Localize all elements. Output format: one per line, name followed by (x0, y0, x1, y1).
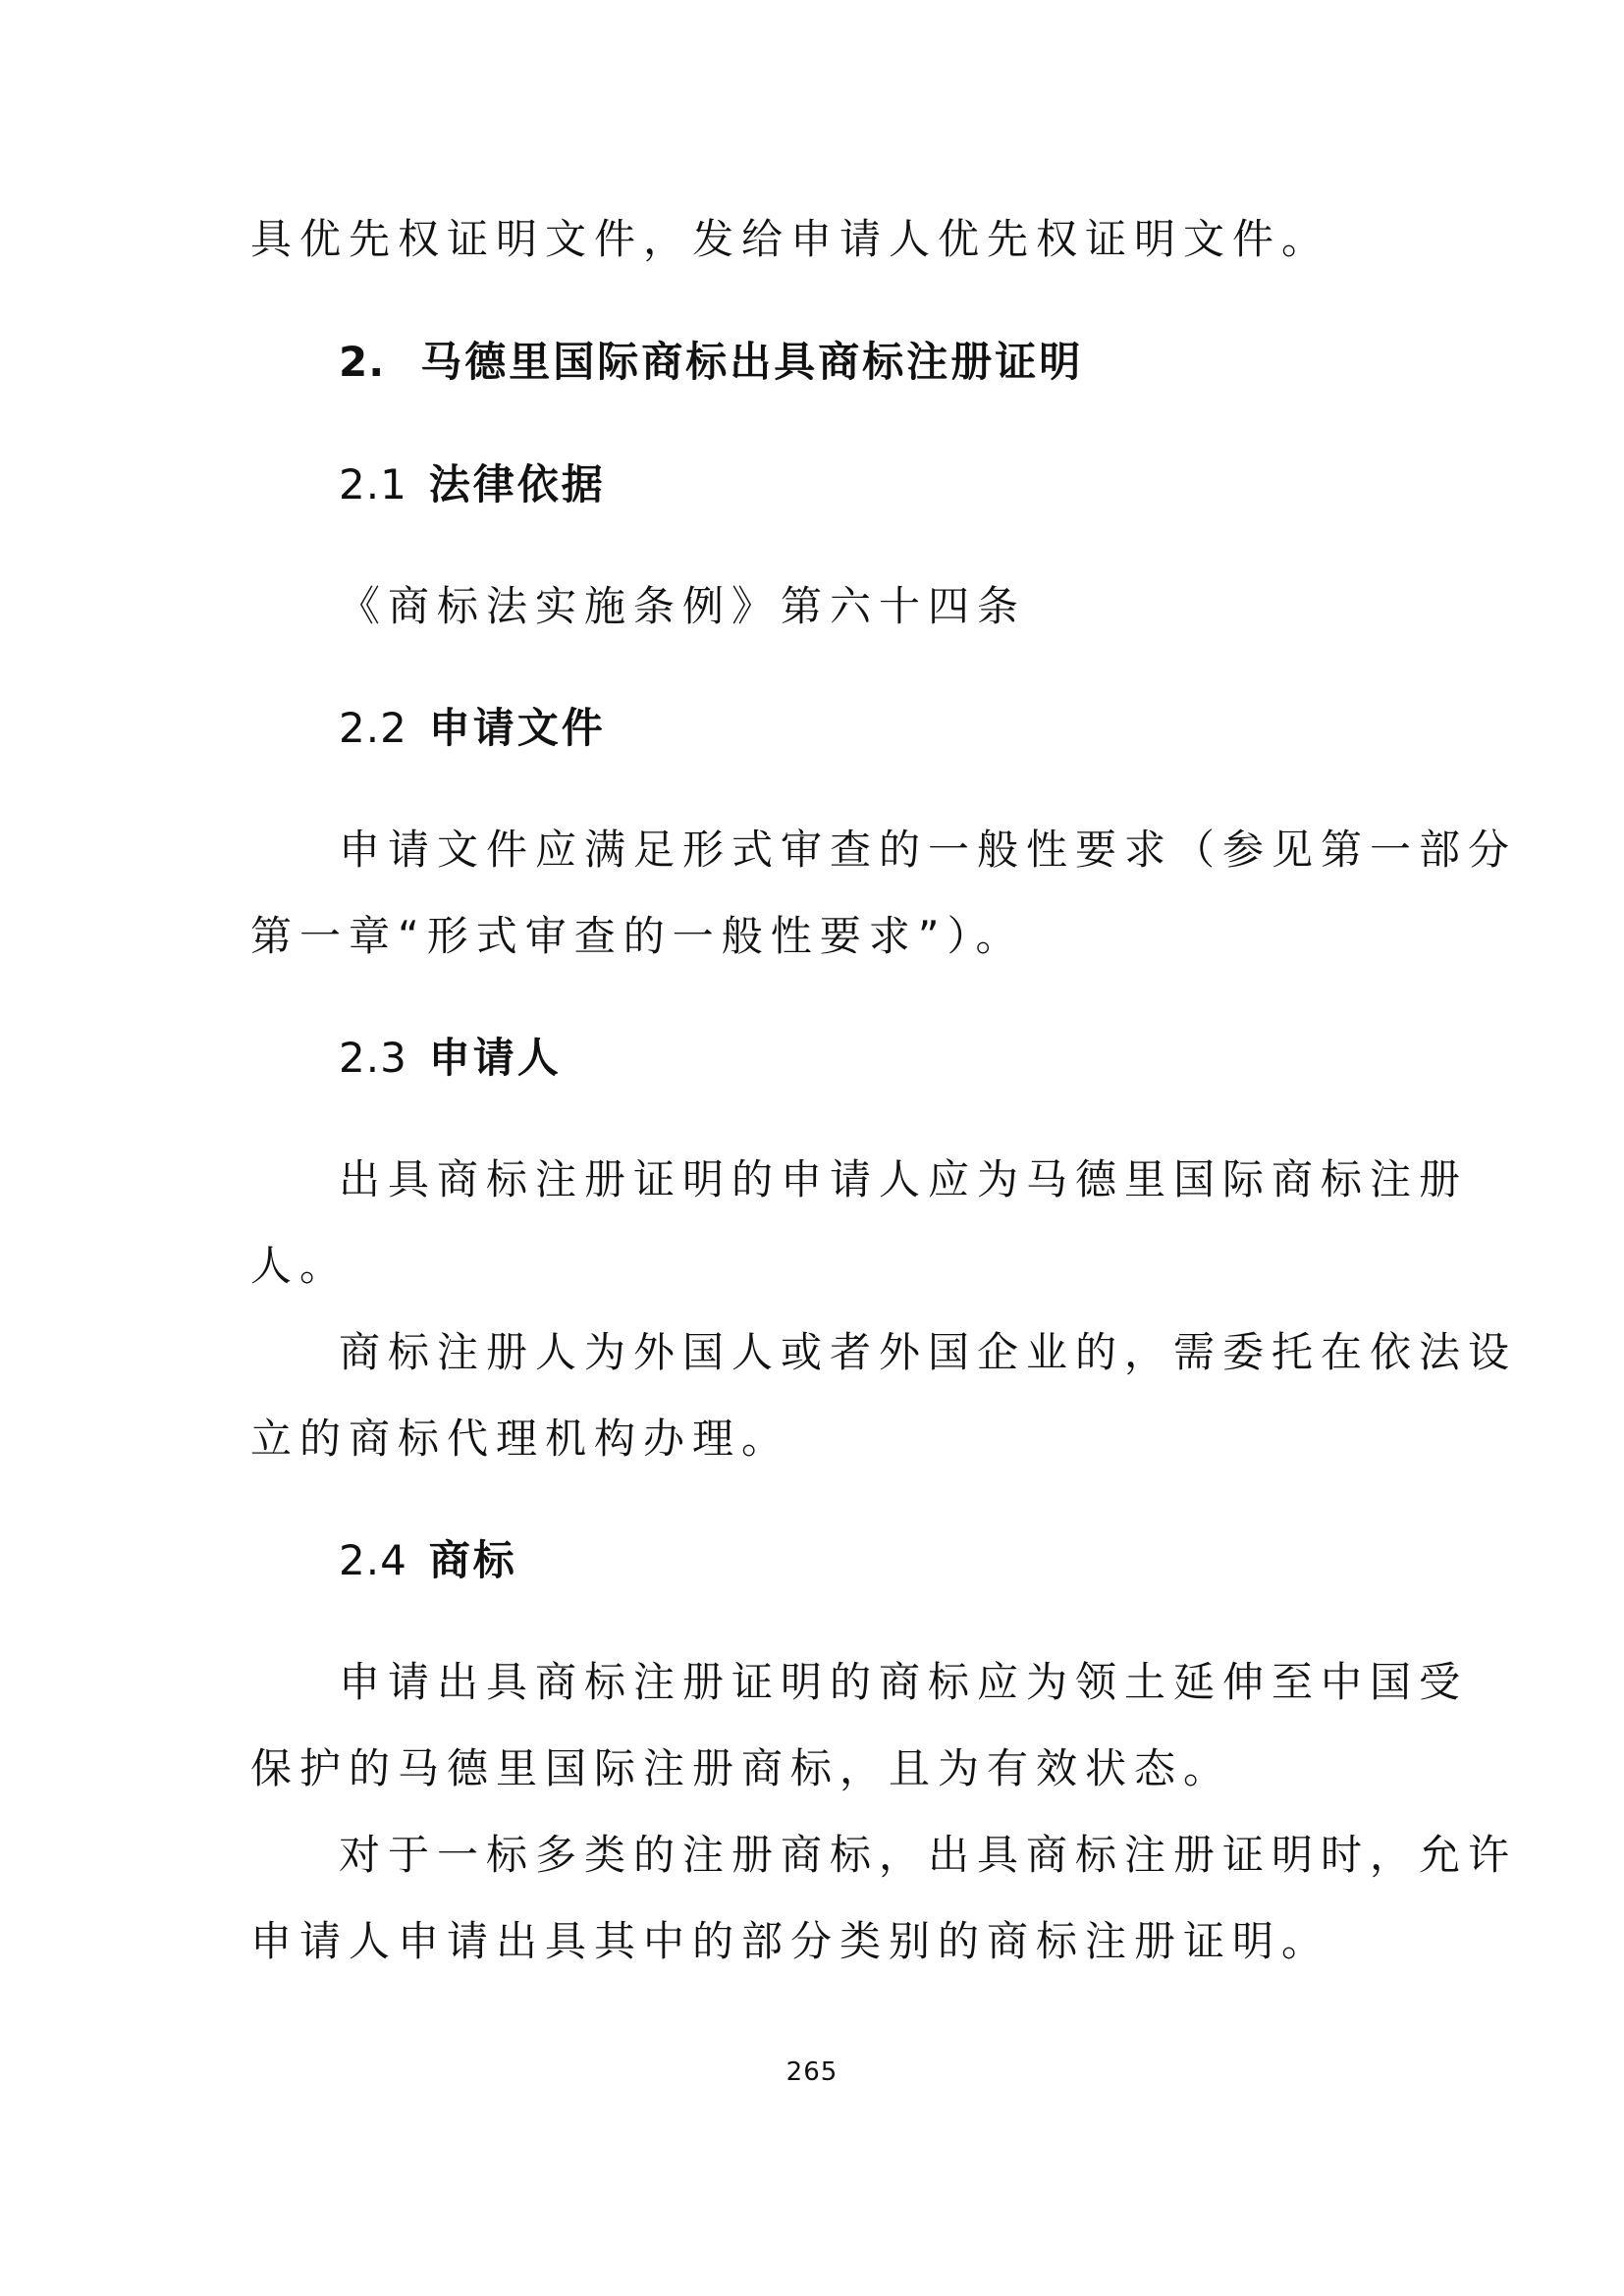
continuation-text: 具优先权证明文件，发给申请人优先权证明文件。 (250, 215, 1331, 263)
section-heading (339, 337, 1389, 388)
subsection-number: 2.4 (339, 1536, 407, 1584)
subsection-title: 申请人 (428, 1034, 562, 1082)
page-number: 265 (785, 2057, 839, 2087)
legal-basis-text: 《商标法实施条例》第六十四条 (339, 582, 1027, 630)
subsection-heading-application-documents (339, 703, 1389, 754)
paragraph-line: 申请人申请出具其中的部分类别的商标注册证明。 (250, 1917, 1331, 1965)
paragraph-line: 出具商标注册证明的申请人应为马德里国际商标注册 (339, 1155, 1469, 1203)
subsection-heading-legal-basis (339, 459, 1389, 510)
paragraph-line: 申请文件应满足形式审查的一般性要求（参见第一部分 (339, 826, 1518, 874)
paragraph-line: 对于一标多类的注册商标，出具商标注册证明时，允许 (339, 1831, 1518, 1879)
section-number: 2. (339, 338, 386, 386)
subsection-number: 2.3 (339, 1034, 407, 1082)
paragraph-line: 第一章“形式审查的一般性要求”）。 (250, 912, 1025, 960)
subsection-title: 商标 (428, 1536, 517, 1584)
subsection-heading-applicant (339, 1033, 1389, 1084)
subsection-title: 法律依据 (428, 460, 606, 508)
paragraph-line: 保护的马德里国际注册商标，且为有效状态。 (250, 1744, 1233, 1792)
subsection-heading-trademark (339, 1535, 1389, 1586)
paragraph-line: 商标注册人为外国人或者外国企业的，需委托在依法设 (339, 1328, 1518, 1376)
subsection-number: 2.2 (339, 704, 407, 752)
paragraph-line: 立的商标代理机构办理。 (250, 1415, 791, 1463)
section-title: 马德里国际商标出具商标注册证明 (420, 338, 1084, 386)
subsection-number: 2.1 (339, 460, 407, 508)
paragraph-line: 申请出具商标注册证明的商标应为领土延伸至中国受 (339, 1658, 1469, 1706)
subsection-title: 申请文件 (428, 704, 606, 752)
paragraph-line: 人。 (250, 1242, 350, 1290)
